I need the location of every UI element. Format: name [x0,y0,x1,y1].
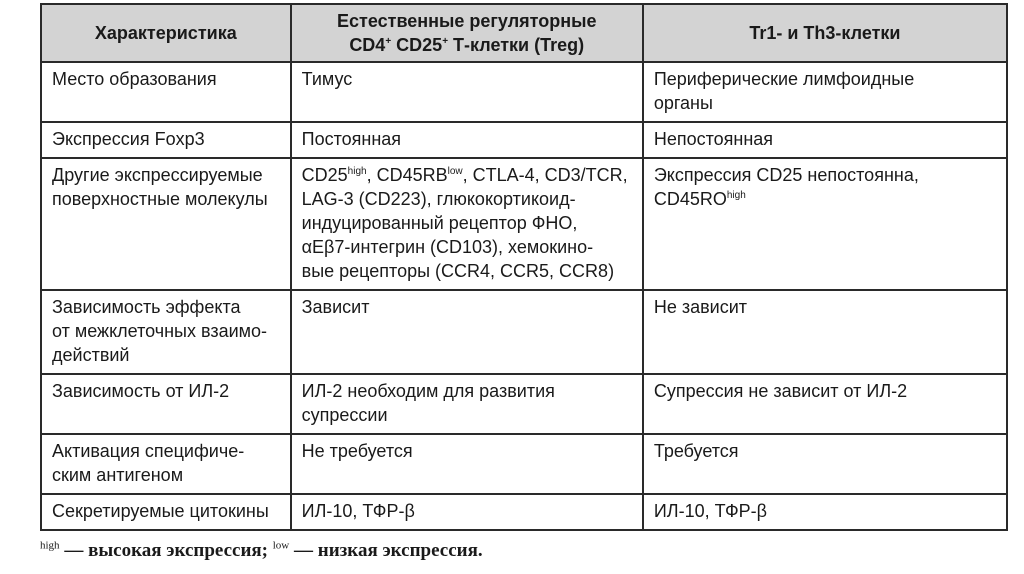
cell-characteristic: Зависимость эффекта от межклеточных взаимо- действий [41,290,291,374]
cell-characteristic: Активация специфиче- ским антигеном [41,434,291,494]
header-treg [291,4,643,62]
cell-treg: Зависит [291,290,643,374]
table-row [41,494,1007,530]
footnote-low-text: — низкая экспрессия. [289,540,483,561]
cell-tr1: Не зависит [643,290,1007,374]
cell-tr1: Периферические лимфоидные органы [643,62,1007,122]
cell-treg: Не требуется [291,434,643,494]
cell-treg: ИЛ-10, ТФР-β [291,494,643,530]
cell-tr1: Экспрессия CD25 непостоянна, $CD45RO^{high}$ [643,158,1007,290]
table-row [41,62,1007,122]
table-row [41,434,1007,494]
cell-tr1: Супрессия не зависит от ИЛ-2 [643,374,1007,434]
cell-tr1: ИЛ-10, ТФР-β [643,494,1007,530]
cell-characteristic: Зависимость от ИЛ-2 [41,374,291,434]
table-row [41,122,1007,158]
table-header-row [41,4,1007,62]
cell-characteristic: Место образования [41,62,291,122]
comparison-table [40,3,1008,531]
cell-characteristic: Другие экспрессируемые поверхностные молекулы [41,158,291,290]
cell-treg: Тимус [291,62,643,122]
header-treg-line1: Естественные регуляторные [337,11,597,31]
cell-tr1: Непостоянная [643,122,1007,158]
cell-tr1: Требуется [643,434,1007,494]
cell-characteristic: Экспрессия Foxp3 [41,122,291,158]
footnote-low-sup: low [272,539,290,552]
table-row [41,290,1007,374]
table-row [41,158,1007,290]
cell-treg: $CD25^{high}$, $CD45RB^{low}$, CTLA-4, CD3/TCR, LAG-3 (CD223), глюкокортикоид- индуцированный рецептор ФНО, αEβ7-интегрин (CD103), хемокино- вые рецепторы (CCR4, CCR5, CCR8) [291,158,643,290]
table-row [41,374,1007,434]
footnote [40,540,483,562]
cell-treg: ИЛ-2 необходим для развития супрессии [291,374,643,434]
cell-characteristic: Секретируемые цитокины [41,494,291,530]
footnote-high-text: — высокая экспрессия; [59,540,273,561]
cell-treg: Постоянная [291,122,643,158]
header-characteristic: Характеристика [41,4,291,62]
footnote-high-sup: high [40,539,60,552]
header-tr1-th3: Tr1- и Th3-клетки [643,4,1007,62]
header-treg-line2: CD4+ CD25+ Т-клетки (Treg) [349,35,585,55]
